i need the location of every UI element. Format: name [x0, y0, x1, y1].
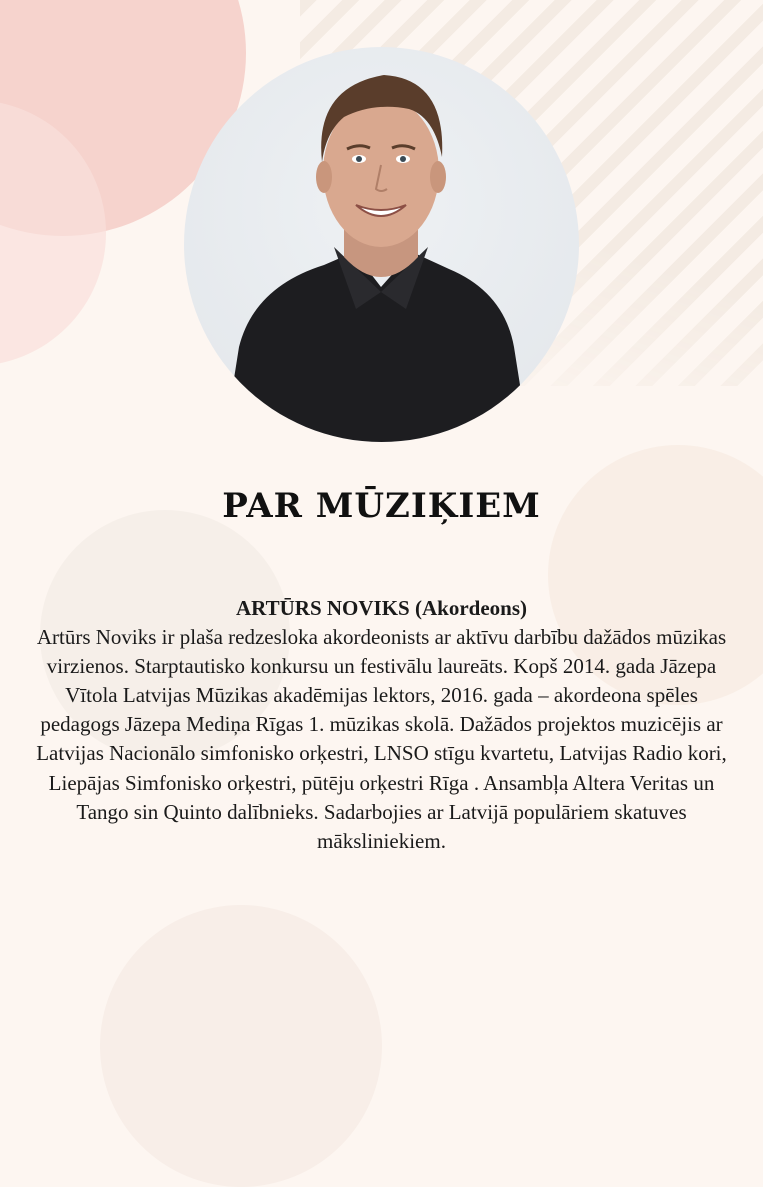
page-title: PAR MŪZIĶIEM: [222, 486, 541, 526]
musician-portrait: [184, 47, 579, 442]
musician-bio-text: Artūrs Noviks ir plaša redzesloka akordeonists ar aktīvu darbību dažādos mūzikas virzienos. Starptautisko konkursu un festivālu laureāts. Kopš 2014. gada Jāzepa Vītola Latvijas Mūzikas akadēmijas lektors, 2016. gada – akordeona spēles pedagogs Jāzepa Mediņa Rīgas 1. mūzikas skolā. Dažādos projektos muzicējis ar Latvijas Nacionālo simfonisko orķestri, LNSO stīgu kvartetu, Latvijas Radio kori, Liepājas Simfonisko orķestri, pūtēju orķestri Rīga . Ansambļa Altera Veritas un Tango sin Quinto dalībnieks. Sadarbojies ar Latvijā populāriem skatuves māksliniekiem.: [36, 625, 727, 853]
musician-bio-block: [30, 594, 733, 856]
decorative-circle-bottom: [100, 905, 382, 1187]
musician-name: ARTŪRS NOVIKS (Akordeons): [236, 596, 527, 620]
